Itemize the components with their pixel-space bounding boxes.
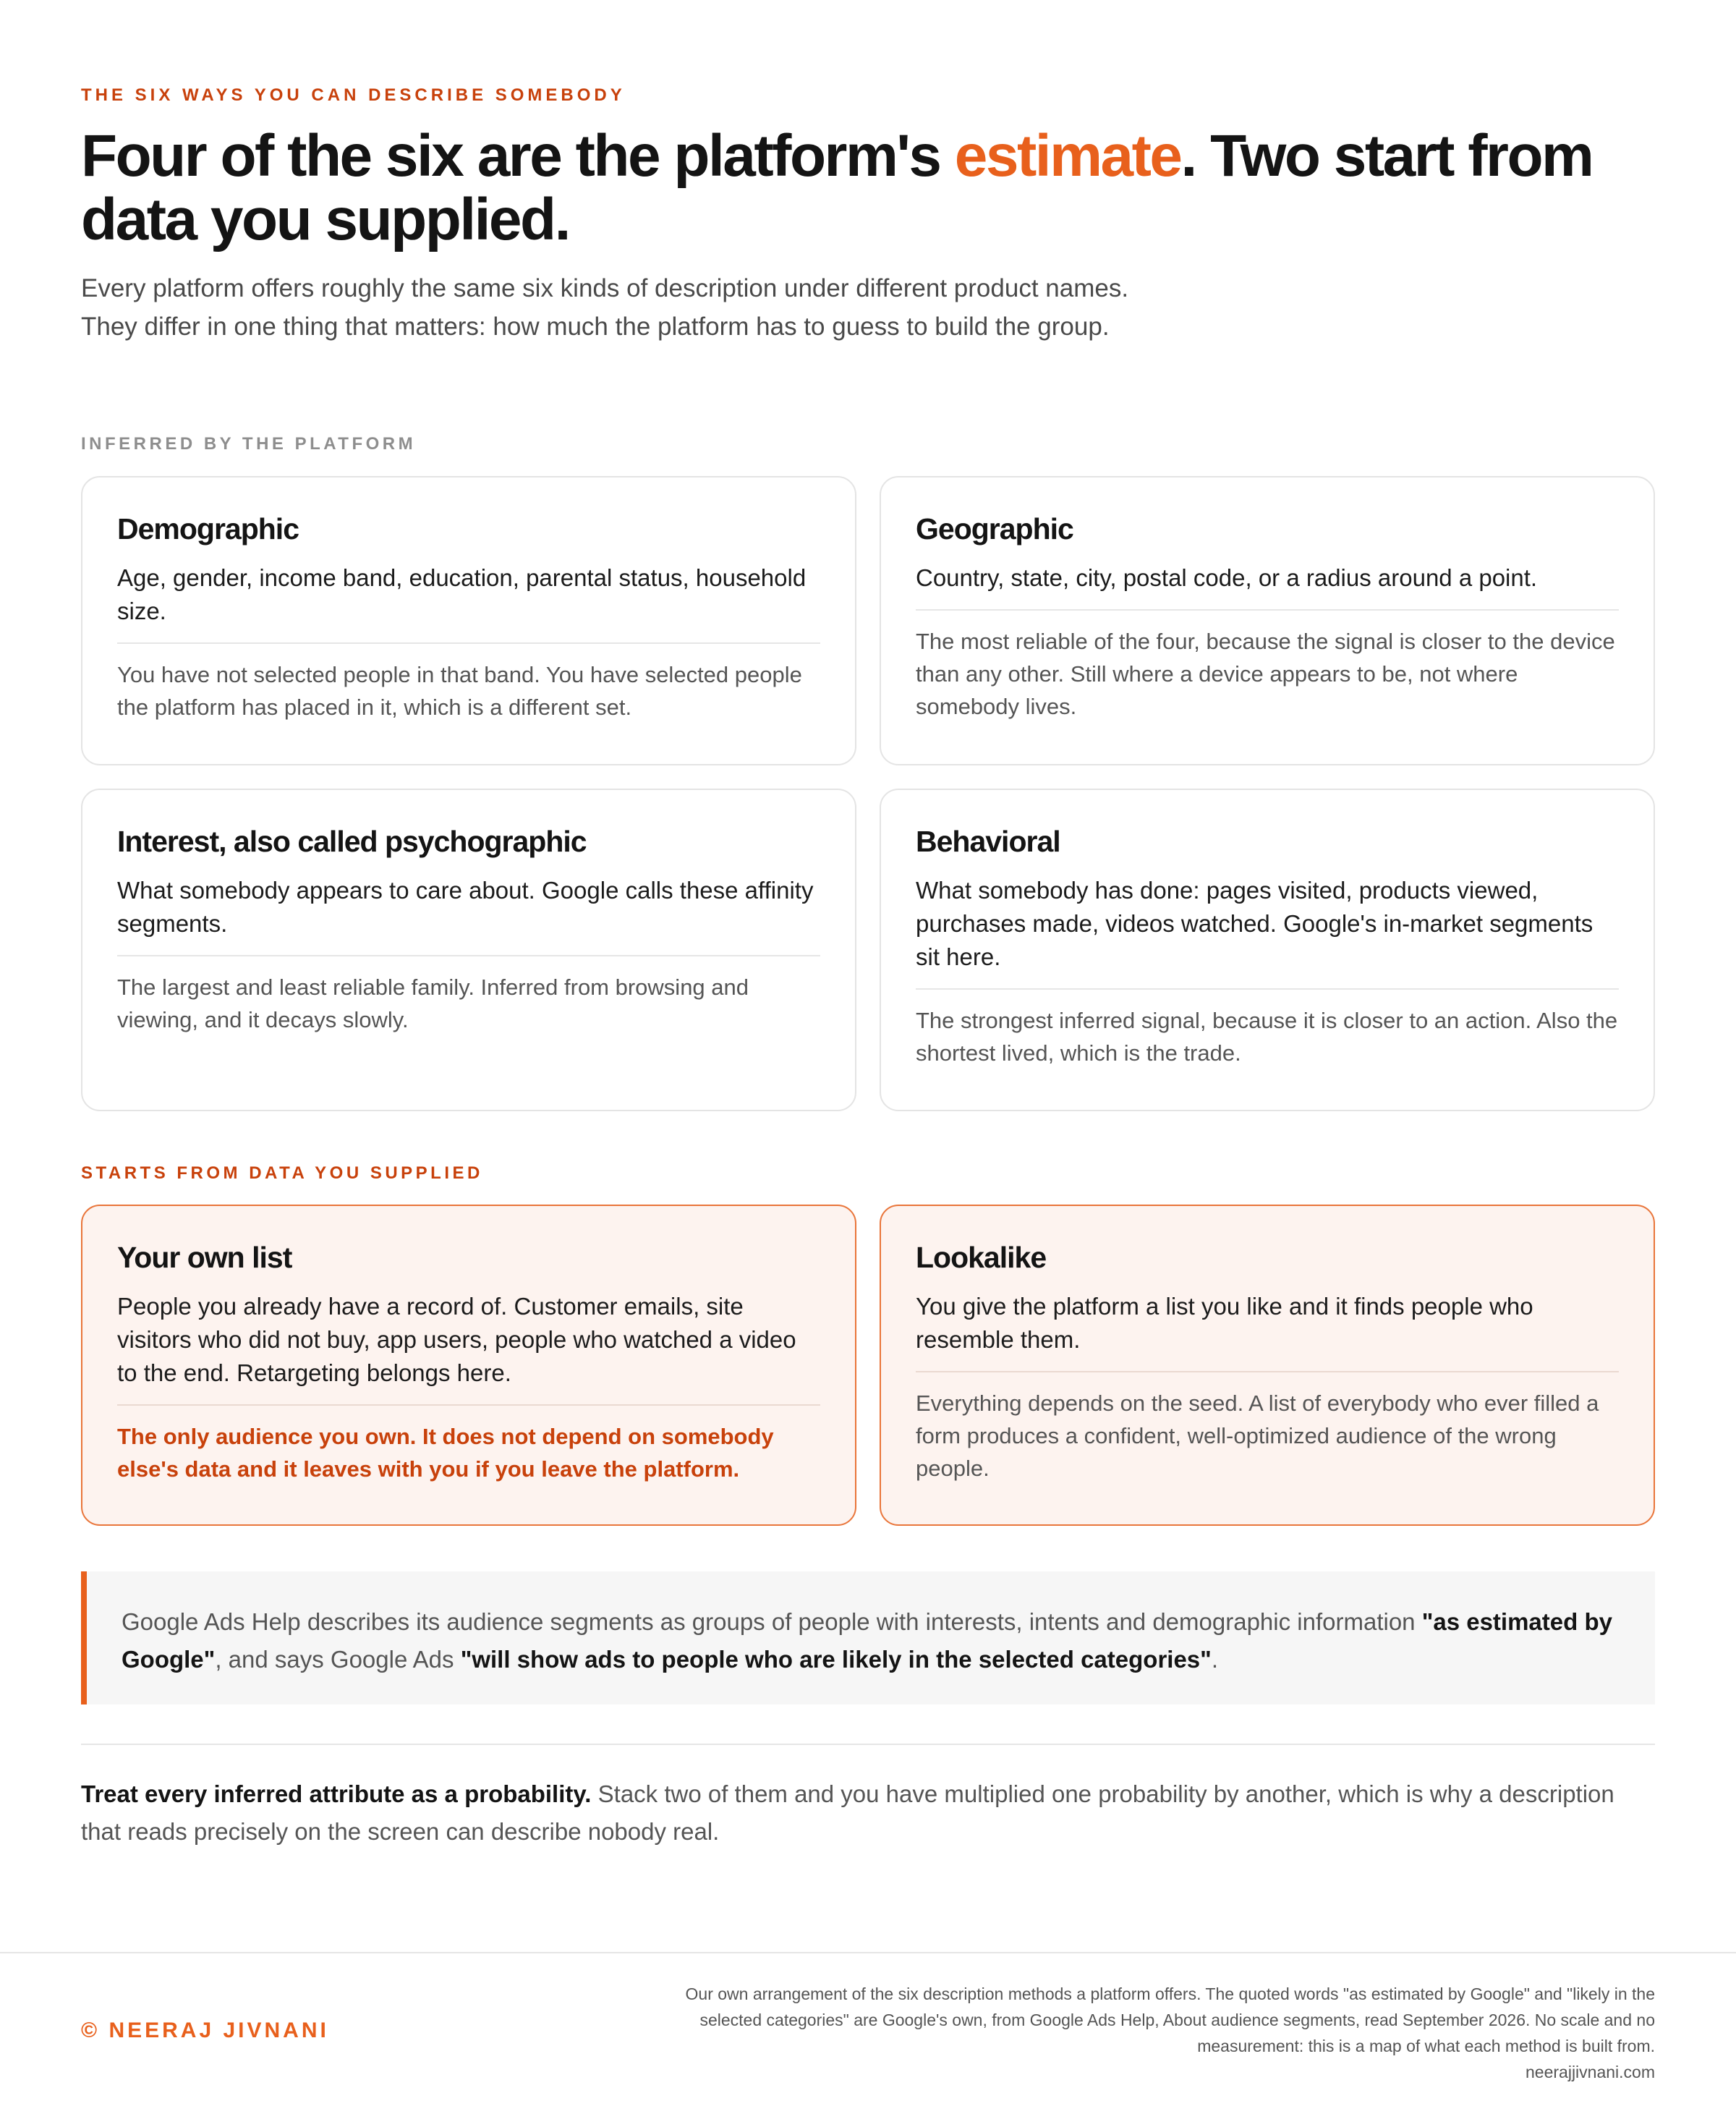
section-divider xyxy=(81,1744,1655,1745)
card-geographic xyxy=(880,476,1655,765)
card-divider xyxy=(117,1404,820,1406)
card-divider xyxy=(916,609,1619,611)
intro-paragraph: Every platform offers roughly the same six kinds of description under different product names. They differ in one thing that matters: how much the platform has to guess to build the group. xyxy=(81,274,1129,341)
card-title: Demographic xyxy=(117,512,299,545)
card-title: Behavioral xyxy=(916,825,1060,858)
section-label-supplied: STARTS FROM DATA YOU SUPPLIED xyxy=(81,1163,483,1183)
card-divider xyxy=(117,955,820,956)
card-divider xyxy=(117,642,820,644)
card-title: Geographic xyxy=(916,512,1073,545)
eyebrow-label: THE SIX WAYS YOU CAN DESCRIBE SOMEBODY xyxy=(81,85,626,105)
headline-part-1: Four of the six are the platform's xyxy=(81,123,955,189)
card-description: Country, state, city, postal code, or a radius around a point. xyxy=(916,564,1538,591)
google-quote xyxy=(81,1571,1655,1704)
footer-url: neerajjivnani.com xyxy=(1526,2063,1655,2081)
card-interest xyxy=(81,789,856,1111)
quote-likely-in-categories: "will show ads to people who are likely in the selected categories" xyxy=(460,1646,1212,1673)
card-title: Lookalike xyxy=(916,1241,1047,1274)
card-description: Age, gender, income band, education, parental status, household size. xyxy=(117,564,807,624)
card-divider xyxy=(916,988,1619,990)
quote-end: . xyxy=(1211,1646,1218,1673)
page-title xyxy=(81,124,1655,252)
card-description: What somebody has done: pages visited, products viewed, purchases made, videos watched. Google's in-market segments sit here. xyxy=(916,877,1594,970)
footer-note xyxy=(657,1981,1655,2085)
footer-brand: © NEERAJ JIVNANI xyxy=(81,2018,329,2042)
takeaway-bold: Treat every inferred attribute as a probability. xyxy=(81,1780,592,1807)
section-label-inferred: INFERRED BY THE PLATFORM xyxy=(81,434,417,454)
card-lookalike xyxy=(880,1205,1655,1526)
card-divider xyxy=(916,1371,1619,1372)
headline-part-2: . Two start from data you supplied. xyxy=(81,123,1593,252)
footer-source-note: Our own arrangement of the six description methods a platform offers. The quoted words "as estimated by Google" and "likely in the selected categories" are Google's own, from Google Ads Help, About audience segments, read September 2026. No scale and no measurement: this is a map of what each method is built from. xyxy=(685,1984,1655,2055)
card-description: What somebody appears to care about. Google calls these affinity segments. xyxy=(117,877,814,937)
card-title: Your own list xyxy=(117,1241,292,1274)
footer-divider xyxy=(0,1952,1736,1953)
card-note: You have not selected people in that band. You have selected people the platform has placed in it, which is a different set. xyxy=(117,662,802,720)
card-behavioral xyxy=(880,789,1655,1111)
card-note: Everything depends on the seed. A list of everybody who ever filled a form produces a confident, well-optimized audience of the wrong people. xyxy=(916,1391,1599,1481)
card-own-list xyxy=(81,1205,856,1526)
takeaway-rest: Stack two of them and you have multiplied one probability by another, which is why a description that reads precisely on the screen can describe nobody real. xyxy=(81,1780,1614,1845)
card-note: The strongest inferred signal, because it is closer to an action. Also the shortest lived, which is the trade. xyxy=(916,1008,1618,1066)
takeaway-paragraph xyxy=(81,1775,1655,1851)
card-title: Interest, also called psychographic xyxy=(117,825,587,858)
card-description: You give the platform a list you like and it finds people who resemble them. xyxy=(916,1293,1533,1353)
quote-lead: Google Ads Help describes its audience segments as groups of people with interests, intents and demographic information xyxy=(122,1608,1422,1635)
headline-accent-word: estimate xyxy=(954,123,1181,189)
card-note: The most reliable of the four, because the signal is closer to the device than any other. Still where a device appears to be, not where somebody lives. xyxy=(916,629,1615,719)
card-note: The only audience you own. It does not depend on somebody else's data and it leaves with you if you leave the platform. xyxy=(117,1424,774,1482)
card-description: People you already have a record of. Customer emails, site visitors who did not buy, app users, people who watched a video to the end. Retargeting belongs here. xyxy=(117,1293,796,1386)
quote-as-estimated: "as estimated by Google" xyxy=(122,1608,1612,1673)
card-demographic xyxy=(81,476,856,765)
card-note: The largest and least reliable family. Inferred from browsing and viewing, and it decays slowly. xyxy=(117,975,749,1032)
quote-middle: , and says Google Ads xyxy=(215,1646,461,1673)
